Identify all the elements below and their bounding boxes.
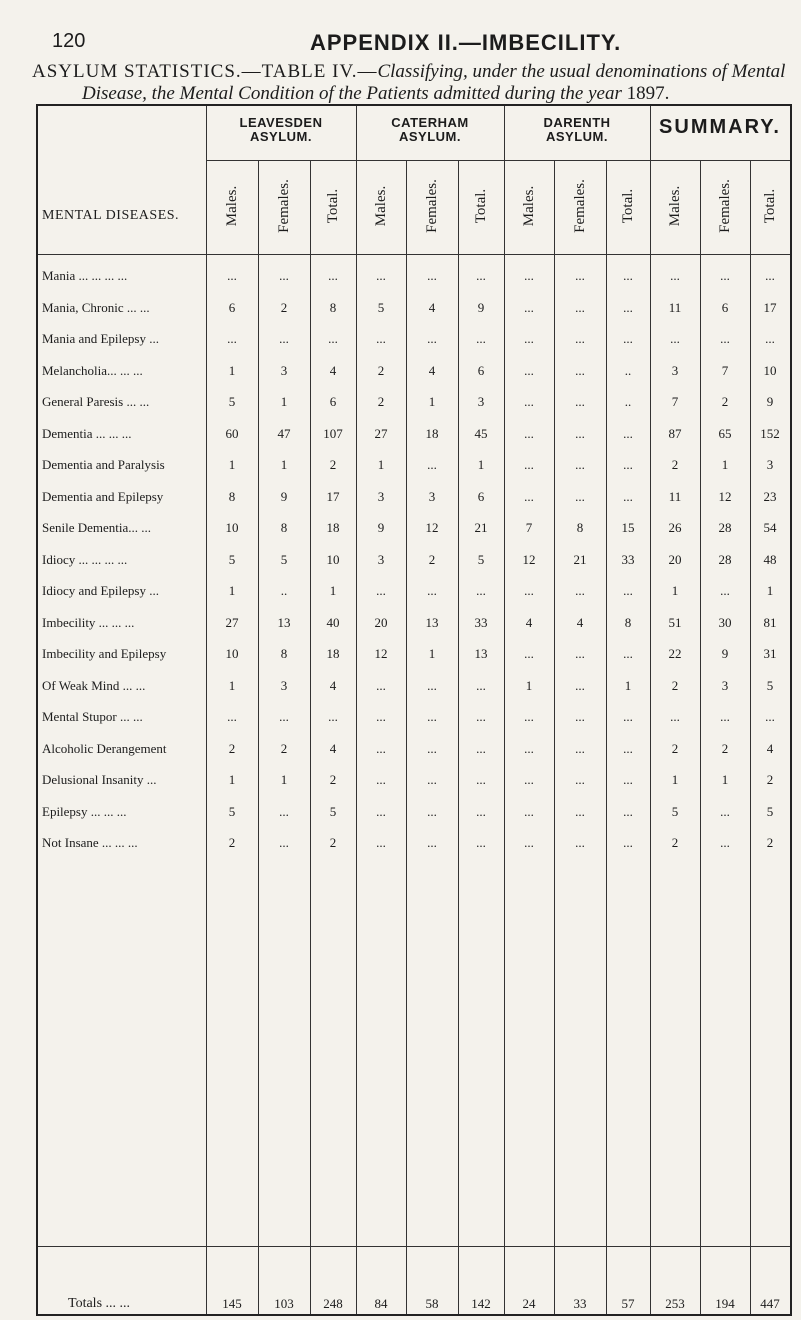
table-cell: ... xyxy=(575,740,585,756)
table-cell: 3 xyxy=(377,488,385,504)
table-cell: 5 xyxy=(280,551,288,567)
table-cell: ... xyxy=(524,362,534,378)
table-cell: 4 xyxy=(329,740,337,756)
table-cell: ... xyxy=(524,268,534,283)
table-cell: 1 xyxy=(721,457,729,472)
table-cell: 10 xyxy=(225,646,239,661)
table-cell: 9 xyxy=(377,520,385,535)
row-label: Epilepsy ... ... ... xyxy=(42,803,127,819)
table-cell: ... xyxy=(575,835,585,850)
totals-cell: 145 xyxy=(222,1296,242,1311)
table-cell: 5 xyxy=(766,677,774,693)
table-cell: 1 xyxy=(671,772,679,787)
table-cell: .. xyxy=(624,394,632,409)
row-label: Alcoholic Derangement xyxy=(42,740,167,756)
table-cell: ... xyxy=(279,803,289,819)
table-cell: 10 xyxy=(326,551,340,567)
table-cell: ... xyxy=(524,425,534,441)
table-cell: 6 xyxy=(721,299,729,315)
group-header-line1: CATERHAM xyxy=(391,115,469,130)
group-header-line2: ASYLUM. xyxy=(250,129,312,144)
table-cell: ... xyxy=(524,709,534,724)
table-cell: 5 xyxy=(228,394,236,409)
totals-cell: 33 xyxy=(573,1296,587,1311)
table-cell: ... xyxy=(376,803,386,819)
table-cell: ... xyxy=(623,299,633,315)
table-cell: 11 xyxy=(668,488,682,504)
table-cell: 33 xyxy=(621,551,635,567)
table-cell: ... xyxy=(427,583,437,598)
table-cell: ... xyxy=(476,583,486,598)
column-header: Females. xyxy=(424,179,440,233)
table-cell: ... xyxy=(376,268,386,283)
table-cell: 2 xyxy=(329,835,337,850)
table-cell: ... xyxy=(227,331,237,346)
table-cell: ... xyxy=(427,709,437,724)
table-cell: ... xyxy=(575,583,585,598)
table-title-italic-1: Classifying, under the usual denominations of Mental xyxy=(377,61,786,82)
table-cell: ... xyxy=(623,331,633,346)
table-cell: 2 xyxy=(766,772,774,787)
table-cell: ... xyxy=(720,331,730,346)
table-cell: 3 xyxy=(721,677,729,693)
table-cell: ... xyxy=(476,772,486,787)
table-cell: ... xyxy=(623,803,633,819)
table-cell: 2 xyxy=(428,551,436,567)
table-cell: ... xyxy=(376,740,386,756)
table-cell: ... xyxy=(427,677,437,693)
table-cell: 20 xyxy=(374,614,388,630)
table-cell: .. xyxy=(624,362,632,378)
table-cell: ... xyxy=(227,268,237,283)
table-cell: 3 xyxy=(280,677,288,693)
table-cell: 45 xyxy=(474,425,488,441)
table-cell: 1 xyxy=(280,772,288,787)
totals-label: Totals ... ... xyxy=(68,1296,131,1311)
table-cell: 2 xyxy=(228,740,236,756)
group-header-line2: ASYLUM. xyxy=(399,129,461,144)
row-label: Idiocy ... ... ... ... xyxy=(42,551,128,567)
table-cell: 27 xyxy=(374,425,388,441)
table-cell: 7 xyxy=(721,362,729,378)
table-cell: ... xyxy=(376,677,386,693)
totals-cell: 57 xyxy=(621,1296,635,1311)
table-cell: 152 xyxy=(760,425,780,441)
row-label: Dementia and Epilepsy xyxy=(42,488,164,504)
table-cell: 27 xyxy=(225,614,239,630)
table-cell: ... xyxy=(376,772,386,787)
table-title-italic-2: Disease, the Mental Condition of the Patients admitted during the year xyxy=(82,83,622,104)
table-cell: ... xyxy=(427,835,437,850)
table-cell: 1 xyxy=(428,394,436,409)
table-cell: 9 xyxy=(766,394,774,409)
row-label: General Paresis ... ... xyxy=(42,394,150,409)
table-cell: ... xyxy=(476,709,486,724)
table-cell: 15 xyxy=(621,520,635,535)
table-cell: ... xyxy=(575,394,585,409)
column-header: Females. xyxy=(572,179,588,233)
table-cell: ... xyxy=(575,362,585,378)
table-cell: 1 xyxy=(671,583,679,598)
table-cell: 18 xyxy=(326,646,340,661)
table-cell: ... xyxy=(575,488,585,504)
table-cell: ... xyxy=(575,709,585,724)
table-cell: ... xyxy=(328,331,338,346)
table-cell: 51 xyxy=(668,614,682,630)
table-cell: 2 xyxy=(671,677,679,693)
table-cell: 5 xyxy=(228,803,236,819)
table-cell: ... xyxy=(524,488,534,504)
table-cell: 26 xyxy=(668,520,682,535)
table-cell: ... xyxy=(524,646,534,661)
table-title xyxy=(32,61,801,105)
table-title-main: ASYLUM STATISTICS.—TABLE IV.— xyxy=(32,61,378,82)
table-cell: ... xyxy=(279,835,289,850)
table-cell: 12 xyxy=(522,551,536,567)
group-header-4 xyxy=(650,116,790,138)
table-cell: ... xyxy=(575,646,585,661)
table-cell: ... xyxy=(720,803,730,819)
table-cell: 81 xyxy=(763,614,777,630)
table-cell: 5 xyxy=(766,803,774,819)
table-cell: ... xyxy=(524,331,534,346)
table-cell: ... xyxy=(575,677,585,693)
column-header: Total. xyxy=(620,188,636,224)
table-cell: 5 xyxy=(477,551,485,567)
table-cell: 12 xyxy=(374,646,388,661)
group-header-line1: DARENTH xyxy=(543,115,611,130)
table-cell: ... xyxy=(623,583,633,598)
table-cell: ... xyxy=(765,268,775,283)
table-cell: ... xyxy=(623,740,633,756)
table-cell: 5 xyxy=(228,551,236,567)
column-header: Total. xyxy=(473,188,489,224)
table-cell: ... xyxy=(575,772,585,787)
table-cell: 8 xyxy=(228,488,236,504)
totals-cell: 447 xyxy=(760,1296,780,1311)
table-cell: 1 xyxy=(228,457,236,472)
table-cell: 6 xyxy=(329,394,337,409)
column-header: Males. xyxy=(224,185,240,227)
table-cell: 1 xyxy=(525,677,533,693)
page-number: 120 xyxy=(52,30,86,52)
totals-cell: 248 xyxy=(323,1296,343,1311)
column-header: Males. xyxy=(373,185,389,227)
totals-cell: 194 xyxy=(715,1296,735,1311)
table-cell: ... xyxy=(575,457,585,472)
table-cell: 1 xyxy=(377,457,385,472)
table-cell: 6 xyxy=(477,488,485,504)
table-cell: ... xyxy=(476,740,486,756)
table-cell: 10 xyxy=(225,520,239,535)
table-cell: 40 xyxy=(326,614,340,630)
table-cell: 33 xyxy=(474,614,488,630)
table-cell: ... xyxy=(623,268,633,283)
table-cell: ... xyxy=(524,740,534,756)
table-cell: 87 xyxy=(668,425,682,441)
table-cell: 1 xyxy=(280,457,288,472)
table-cell: ... xyxy=(623,425,633,441)
row-label: Mania ... ... ... ... xyxy=(42,268,128,283)
table-cell: 3 xyxy=(428,488,436,504)
totals-cell: 253 xyxy=(665,1296,685,1311)
table-cell: 9 xyxy=(477,299,485,315)
table-cell: ... xyxy=(376,583,386,598)
table-cell: 28 xyxy=(718,551,732,567)
row-label: Mental Stupor ... ... xyxy=(42,709,143,724)
table-cell: 6 xyxy=(477,362,485,378)
table-cell: 3 xyxy=(377,551,385,567)
table-cell: 7 xyxy=(671,394,679,409)
table-cell: 1 xyxy=(721,772,729,787)
table-cell: 8 xyxy=(280,520,288,535)
table-cell: ... xyxy=(476,268,486,283)
row-label: Delusional Insanity ... xyxy=(42,772,157,787)
table-cell: ... xyxy=(328,709,338,724)
table-cell: 4 xyxy=(329,677,337,693)
row-label: Melancholia... ... ... xyxy=(42,362,143,378)
table-cell: 4 xyxy=(576,614,584,630)
table-cell: 65 xyxy=(718,425,732,441)
table-cell: 1 xyxy=(329,583,337,598)
table-cell: ... xyxy=(623,835,633,850)
table-cell: 107 xyxy=(323,425,343,441)
table-cell: 30 xyxy=(718,614,732,630)
group-header-2 xyxy=(356,116,504,144)
table-cell: 23 xyxy=(763,488,777,504)
table-cell: ... xyxy=(524,772,534,787)
table-cell: ... xyxy=(524,835,534,850)
table-cell: 4 xyxy=(525,614,533,630)
table-cell: 17 xyxy=(326,488,340,504)
table-cell: 2 xyxy=(377,394,385,409)
table-cell: 18 xyxy=(326,520,340,535)
totals-cell: 84 xyxy=(374,1296,388,1311)
table-cell: ... xyxy=(720,709,730,724)
table-cell: ... xyxy=(720,835,730,850)
table-cell: 2 xyxy=(721,740,729,756)
table-cell: 8 xyxy=(329,299,337,315)
row-label: Mania, Chronic ... ... xyxy=(42,299,150,315)
table-cell: 2 xyxy=(280,299,288,315)
table-cell: ... xyxy=(575,331,585,346)
table-cell: ... xyxy=(279,331,289,346)
totals-rule xyxy=(38,1246,790,1247)
table-cell: 21 xyxy=(474,520,488,535)
table-cell: 2 xyxy=(721,394,729,409)
table-cell: ... xyxy=(524,299,534,315)
table-cell: ... xyxy=(670,268,680,283)
table-cell: 13 xyxy=(425,614,439,630)
table-cell: 28 xyxy=(718,520,732,535)
table-cell: ... xyxy=(623,709,633,724)
table-cell: ... xyxy=(476,677,486,693)
table-cell: 12 xyxy=(718,488,732,504)
table-cell: 3 xyxy=(280,362,288,378)
table-cell: ... xyxy=(279,709,289,724)
table-cell: 1 xyxy=(228,362,236,378)
group-header-3 xyxy=(504,116,650,144)
stub-header: MENTAL DISEASES. xyxy=(42,208,180,223)
table-cell: ... xyxy=(227,709,237,724)
table-cell: ... xyxy=(670,709,680,724)
table-cell: 2 xyxy=(377,362,385,378)
column-header: Females. xyxy=(276,179,292,233)
table-cell: 1 xyxy=(766,583,774,598)
table-cell: 21 xyxy=(573,551,587,567)
table-cell: 60 xyxy=(225,425,239,441)
column-header: Total. xyxy=(762,188,778,224)
table-cell: ... xyxy=(476,331,486,346)
table-cell: 4 xyxy=(766,740,774,756)
table-cell: 1 xyxy=(228,583,236,598)
row-label: Dementia ... ... ... xyxy=(42,425,132,441)
table-cell: ... xyxy=(765,331,775,346)
table-cell: 13 xyxy=(277,614,291,630)
table-cell: ... xyxy=(623,457,633,472)
column-header: Males. xyxy=(521,185,537,227)
column-header: Total. xyxy=(325,188,341,224)
table-cell: 3 xyxy=(671,362,679,378)
table-cell: 4 xyxy=(428,299,436,315)
table-cell: 5 xyxy=(329,803,337,819)
table-cell: ... xyxy=(720,583,730,598)
table-cell: .. xyxy=(280,583,288,598)
group-header-line1: LEAVESDEN xyxy=(239,115,323,130)
table-cell: ... xyxy=(328,268,338,283)
table-cell: 1 xyxy=(228,772,236,787)
table-cell: 12 xyxy=(425,520,439,535)
table-cell: ... xyxy=(427,740,437,756)
table-cell: 1 xyxy=(624,677,632,693)
table-cell: ... xyxy=(575,299,585,315)
table-cell: 2 xyxy=(329,772,337,787)
table-cell: 2 xyxy=(228,835,236,850)
table-cell: ... xyxy=(427,803,437,819)
header-rule xyxy=(38,254,790,255)
table-cell: 13 xyxy=(474,646,488,661)
table-cell: 1 xyxy=(477,457,485,472)
table-cell: ... xyxy=(376,709,386,724)
row-label: Idiocy and Epilepsy ... xyxy=(42,583,159,598)
table-cell: 2 xyxy=(280,740,288,756)
table-cell: 2 xyxy=(671,457,679,472)
table-cell: 54 xyxy=(763,520,777,535)
table-cell: ... xyxy=(427,331,437,346)
table-cell: 3 xyxy=(766,457,774,472)
totals-cell: 103 xyxy=(274,1296,294,1311)
table-cell: ... xyxy=(427,772,437,787)
table-cell: 11 xyxy=(668,299,682,315)
table-cell: ... xyxy=(720,268,730,283)
table-cell: 2 xyxy=(329,457,337,472)
table-cell: ... xyxy=(575,803,585,819)
table-cell: 17 xyxy=(763,299,777,315)
table-cell: ... xyxy=(765,709,775,724)
group-header-1 xyxy=(206,116,356,144)
table-cell: ... xyxy=(376,331,386,346)
column-header: Males. xyxy=(667,185,683,227)
table-cell: 1 xyxy=(228,677,236,693)
table-cell: ... xyxy=(476,803,486,819)
statistics-table xyxy=(36,104,792,1316)
group-header-rule xyxy=(206,160,790,161)
row-label: Mania and Epilepsy ... xyxy=(42,331,159,346)
table-cell: ... xyxy=(279,268,289,283)
table-title-year: 1897. xyxy=(626,83,670,104)
table-cell: ... xyxy=(524,457,534,472)
table-cell: ... xyxy=(476,835,486,850)
table-cell: ... xyxy=(524,583,534,598)
running-head: APPENDIX II.—IMBECILITY. xyxy=(310,30,622,55)
table-cell: 9 xyxy=(280,488,288,504)
row-label: Imbecility and Epilepsy xyxy=(42,646,167,661)
table-cell: 4 xyxy=(329,362,337,378)
table-cell: 8 xyxy=(576,520,584,535)
table-cell: 8 xyxy=(280,646,288,661)
table-cell: 31 xyxy=(763,646,777,661)
row-label: Senile Dementia... ... xyxy=(42,520,152,535)
table-cell: 47 xyxy=(277,425,291,441)
table-cell: 20 xyxy=(668,551,682,567)
table-cell: ... xyxy=(575,425,585,441)
table-cell: ... xyxy=(427,457,437,472)
totals-cell: 58 xyxy=(425,1296,439,1311)
row-label: Not Insane ... ... ... xyxy=(42,835,138,850)
table-cell: ... xyxy=(376,835,386,850)
table-cell: ... xyxy=(427,268,437,283)
table-cell: 2 xyxy=(671,740,679,756)
table-cell: 7 xyxy=(525,520,533,535)
totals-cell: 24 xyxy=(522,1296,536,1311)
totals-cell: 142 xyxy=(471,1296,491,1311)
row-label: Imbecility ... ... ... xyxy=(42,614,135,630)
table-cell: 10 xyxy=(763,362,777,378)
table-cell: 2 xyxy=(766,835,774,850)
table-cell: 2 xyxy=(671,835,679,850)
table-cell: 8 xyxy=(624,614,632,630)
table-cell: 5 xyxy=(671,803,679,819)
table-cell: 5 xyxy=(377,299,385,315)
table-cell: ... xyxy=(623,646,633,661)
table-cell: 4 xyxy=(428,362,436,378)
row-label: Of Weak Mind ... ... xyxy=(42,677,146,693)
group-header-line1: SUMMARY. xyxy=(659,116,781,138)
table-cell: ... xyxy=(524,394,534,409)
table-cell: 1 xyxy=(280,394,288,409)
row-label: Dementia and Paralysis xyxy=(42,457,165,472)
table-cell: 48 xyxy=(763,551,777,567)
table-cell: 9 xyxy=(721,646,729,661)
table-cell: ... xyxy=(623,772,633,787)
table-cell: 3 xyxy=(477,394,485,409)
table-cell: 22 xyxy=(668,646,682,661)
column-header: Females. xyxy=(717,179,733,233)
table-cell: 6 xyxy=(228,299,236,315)
table-cell: ... xyxy=(524,803,534,819)
table-cell: ... xyxy=(575,268,585,283)
table-cell: 18 xyxy=(425,425,439,441)
table-cell: 1 xyxy=(428,646,436,661)
group-header-line2: ASYLUM. xyxy=(546,129,608,144)
table-cell: ... xyxy=(670,331,680,346)
table-cell: ... xyxy=(623,488,633,504)
